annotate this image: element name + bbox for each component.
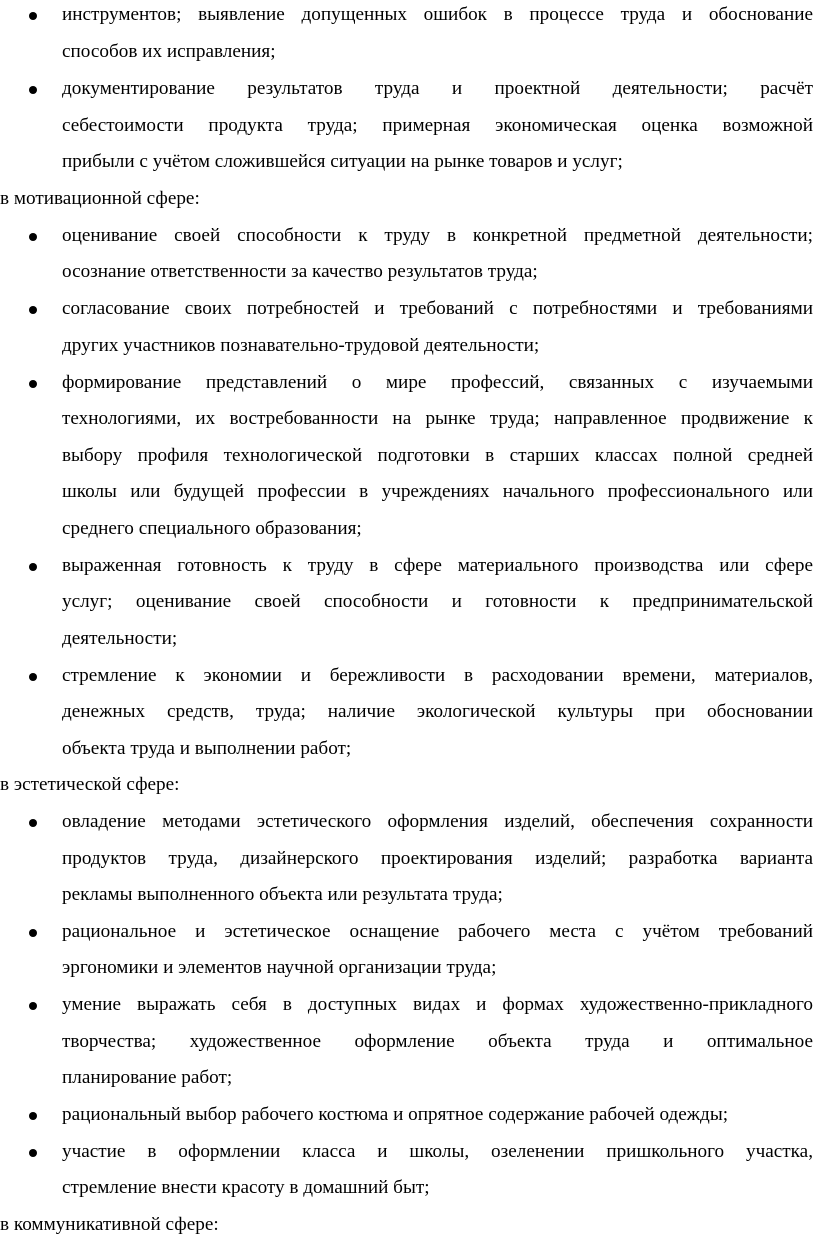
list-item-line: выбору профиля технологической подготовки в старших классах полной средней	[62, 445, 813, 466]
list-item-line: услуг; оценивание своей способности и готовности к предпринимательской	[62, 591, 813, 612]
section-heading: в мотивационной сфере:	[0, 188, 200, 209]
list-item-line: рациональный выбор рабочего костюма и опрятное содержание рабочей одежды;	[62, 1104, 729, 1125]
list-item-line: формирование представлений о мире профессий, связанных с изучаемыми	[62, 372, 813, 393]
list-item-line: творчества; художественное оформление объекта труда и оптимальное	[62, 1031, 813, 1052]
bullet-icon	[29, 929, 37, 937]
list-item-line: денежных средств, труда; наличие экологической культуры при обосновании	[62, 701, 813, 722]
bullet-icon	[29, 819, 37, 827]
list-item-line: выраженная готовность к труду в сфере материального производства или сфере	[62, 555, 813, 576]
list-item-line: прибыли с учётом сложившейся ситуации на рынке товаров и услуг;	[62, 151, 623, 172]
list-item-line: инструментов; выявление допущенных ошибок в процессе труда и обоснование	[62, 4, 813, 25]
bullet-icon	[29, 12, 37, 20]
list-item-line: овладение методами эстетического оформления изделий, обеспечения сохранности	[62, 811, 813, 832]
list-item-line: документирование результатов труда и проектной деятельности; расчёт	[62, 78, 813, 99]
bullet-icon	[29, 306, 37, 314]
bullet-icon	[29, 86, 37, 94]
bullet-icon	[29, 673, 37, 681]
list-item-line: участие в оформлении класса и школы, озеленении пришкольного участка,	[62, 1141, 813, 1162]
list-item-line: планирование работ;	[62, 1067, 233, 1088]
list-item-line: деятельности;	[62, 628, 178, 649]
bullet-icon	[29, 563, 37, 571]
section-heading: в коммуникативной сфере:	[0, 1214, 219, 1235]
list-item-line: себестоимости продукта труда; примерная экономическая оценка возможной	[62, 115, 813, 136]
list-item-line: других участников познавательно-трудовой деятельности;	[62, 335, 540, 356]
bullet-icon	[29, 380, 37, 388]
list-item-line: эргономики и элементов научной организации труда;	[62, 957, 497, 978]
list-item-line: среднего специального образования;	[62, 518, 362, 539]
bullet-icon	[29, 1149, 37, 1157]
list-item-line: стремление к экономии и бережливости в расходовании времени, материалов,	[62, 665, 813, 686]
list-item-line: объекта труда и выполнении работ;	[62, 738, 352, 759]
list-item-line: школы или будущей профессии в учреждениях начального профессионального или	[62, 481, 813, 502]
list-item-line: технологиями, их востребованности на рынке труда; направленное продвижение к	[62, 408, 813, 429]
list-item-line: умение выражать себя в доступных видах и формах художественно-прикладного	[62, 994, 813, 1015]
list-item-line: осознание ответственности за качество результатов труда;	[62, 261, 538, 282]
bullet-icon	[29, 1002, 37, 1010]
list-item-line: продуктов труда, дизайнерского проектирования изделий; разработка варианта	[62, 848, 813, 869]
list-item-line: рекламы выполненного объекта или результата труда;	[62, 884, 503, 905]
list-item-line: согласование своих потребностей и требований с потребностями и требованиями	[62, 298, 813, 319]
section-heading: в эстетической сфере:	[0, 774, 180, 795]
list-item-line: стремление внести красоту в домашний быт;	[62, 1177, 430, 1198]
list-item-line: рациональное и эстетическое оснащение рабочего места с учётом требований	[62, 921, 813, 942]
list-item-line: оценивание своей способности к труду в конкретной предметной деятельности;	[62, 225, 813, 246]
list-item-line: способов их исправления;	[62, 41, 276, 62]
bullet-icon	[29, 233, 37, 241]
bullet-icon	[29, 1112, 37, 1120]
